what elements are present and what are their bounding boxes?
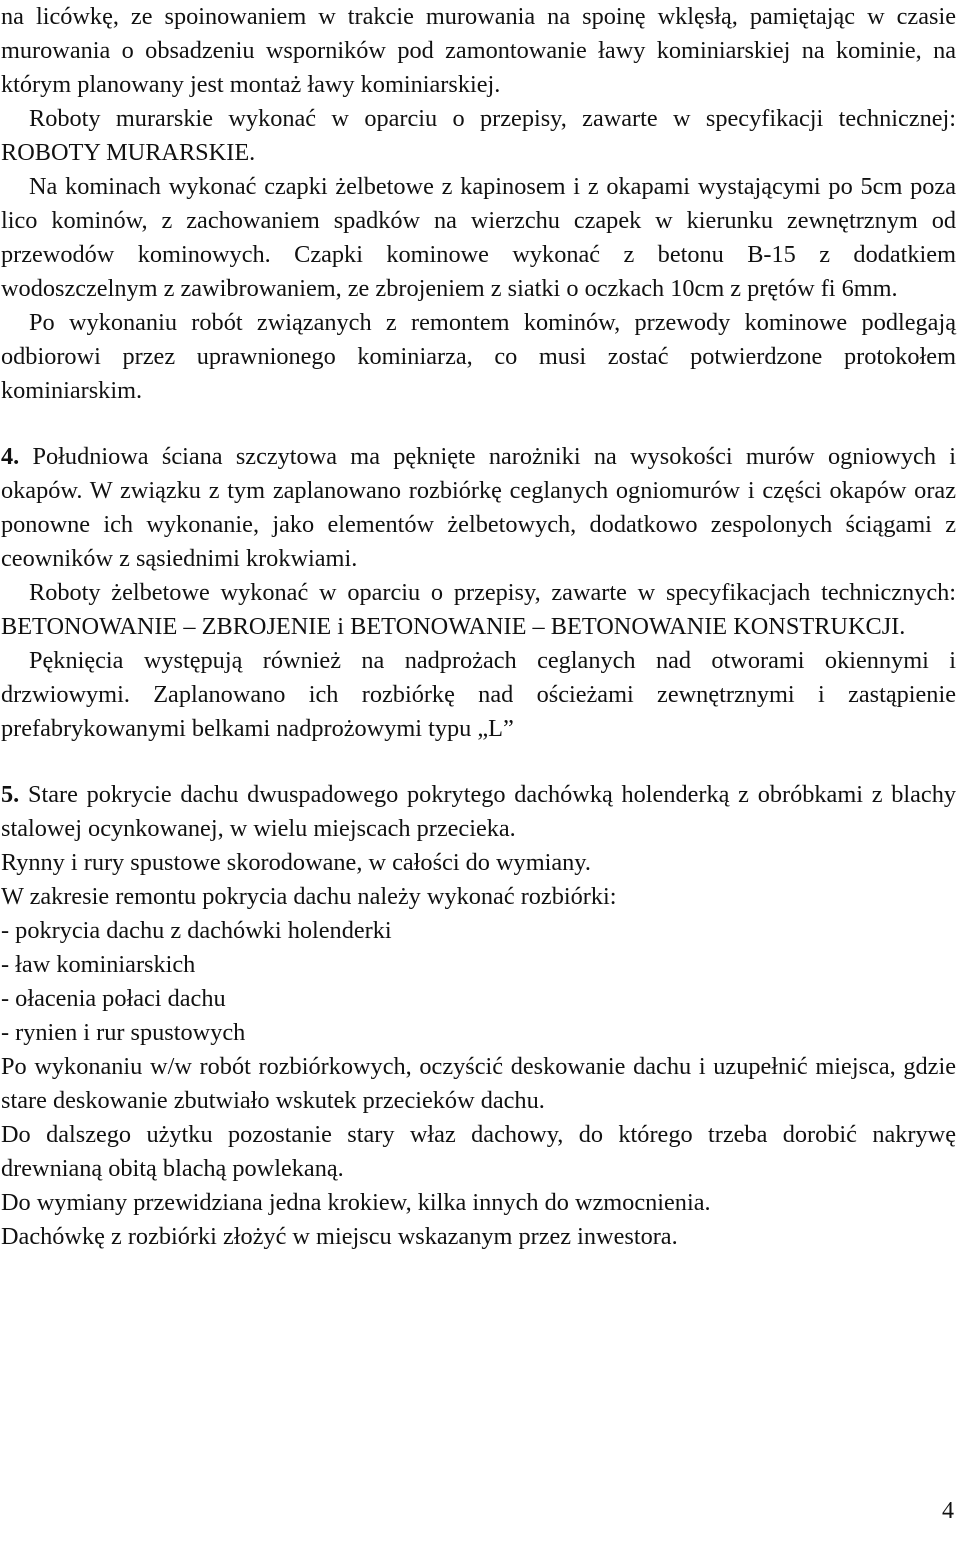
- list-item: - ław kominiarskich: [1, 951, 196, 978]
- paragraph-chimney-inspection: Po wykonaniu robót związanych z remontem kominów, przewody kominowe podlegają odbiorowi przez uprawnionego kominiarza, co musi zostać potwierdzone protokołem kominiarskim.: [1, 309, 956, 404]
- section-4-text: Południowa ściana szczytowa ma pęknięte narożniki na wysokości murów ogniowych i okapów. W związku z tym zaplanowano rozbiórkę ceglanych ogniomurów i części okapów oraz ponowne ich wykonanie, jako elementów żelbetowych, dodatkowo zespolonych ściągami z ceowników z sąsiednimi krokwiami.: [1, 443, 956, 572]
- paragraph-tiles: Dachówkę z rozbiórki złożyć w miejscu wskazanym przez inwestora.: [1, 1223, 678, 1250]
- section-4-paragraph: [1, 440, 956, 576]
- list-item: - rynien i rur spustowych: [1, 1019, 246, 1046]
- paragraph-roof-hatch: Do dalszego użytku pozostanie stary właz dachowy, do którego trzeba dorobić nakrywę drewnianą obitą blachą powlekaną.: [1, 1121, 956, 1182]
- line-demolition-scope: W zakresie remontu pokrycia dachu należy wykonać rozbiórki:: [1, 883, 617, 910]
- list-item: - ołacenia połaci dachu: [1, 985, 226, 1012]
- section-5-number: 5.: [1, 781, 20, 808]
- paragraph-masonry-spec: Roboty murarskie wykonać w oparciu o przepisy, zawarte w specyfikacji technicznej: ROBOTY MURARSKIE.: [1, 105, 956, 166]
- section-spacer: [1, 746, 956, 778]
- section-spacer: [1, 408, 956, 440]
- paragraph-lintel-cracks: Pęknięcia występują również na nadprożach ceglanych nad otworami okiennymi i drzwiowymi. Zaplanowano ich rozbiórkę nad ościeżami zewnętrznymi i zastąpienie prefabrykowanymi belkami nadprożowymi typu „L”: [1, 647, 956, 742]
- paragraph-sheathing: Po wykonaniu w/w robót rozbiórkowych, oczyścić deskowanie dachu i uzupełnić miejsca, gdzie stare deskowanie zbutwiało wskutek przecieków dachu.: [1, 1053, 956, 1114]
- paragraph-rafter: Do wymiany przewidziana jedna krokiew, kilka innych do wzmocnienia.: [1, 1189, 711, 1216]
- paragraph-chimney-caps: Na kominach wykonać czapki żelbetowe z kapinosem i z okapami wystającymi po 5cm poza lico kominów, z zachowaniem spadków na wierzchu czapek w kierunku zewnętrznym od przewodów kominowych. Czapki kominowe wykonać z betonu B-15 z dodatkiem wodoszczelnym z zawibrowaniem, ze zbrojeniem z siatki o oczkach 10cm z prętów fi 6mm.: [1, 173, 956, 302]
- page-number: 4: [942, 1498, 954, 1524]
- list-item: - pokrycia dachu z dachówki holenderki: [1, 917, 392, 944]
- line-gutters: Rynny i rury spustowe skorodowane, w całości do wymiany.: [1, 849, 591, 876]
- section-5-text: Stare pokrycie dachu dwuspadowego pokrytego dachówką holenderką z obróbkami z blachy stalowej ocynkowanej, w wielu miejscach przecieka.: [1, 781, 956, 842]
- paragraph-reinforced-concrete-spec: Roboty żelbetowe wykonać w oparciu o przepisy, zawarte w specyfikacjach technicznych: BETONOWANIE – ZBROJENIE i BETONOWANIE – BETONOWANIE KONSTRUKCJI.: [1, 579, 956, 640]
- section-5-paragraph: [1, 778, 956, 846]
- paragraph-chimney-masonry: na licówkę, ze spoinowaniem w trakcie murowania na spoinę wklęsłą, pamiętając w czasie murowania o obsadzeniu wsporników pod zamontowanie ławy kominiarskiej na kominie, na którym planowany jest montaż ławy kominiarskiej.: [1, 3, 956, 98]
- section-4-number: 4.: [1, 443, 20, 470]
